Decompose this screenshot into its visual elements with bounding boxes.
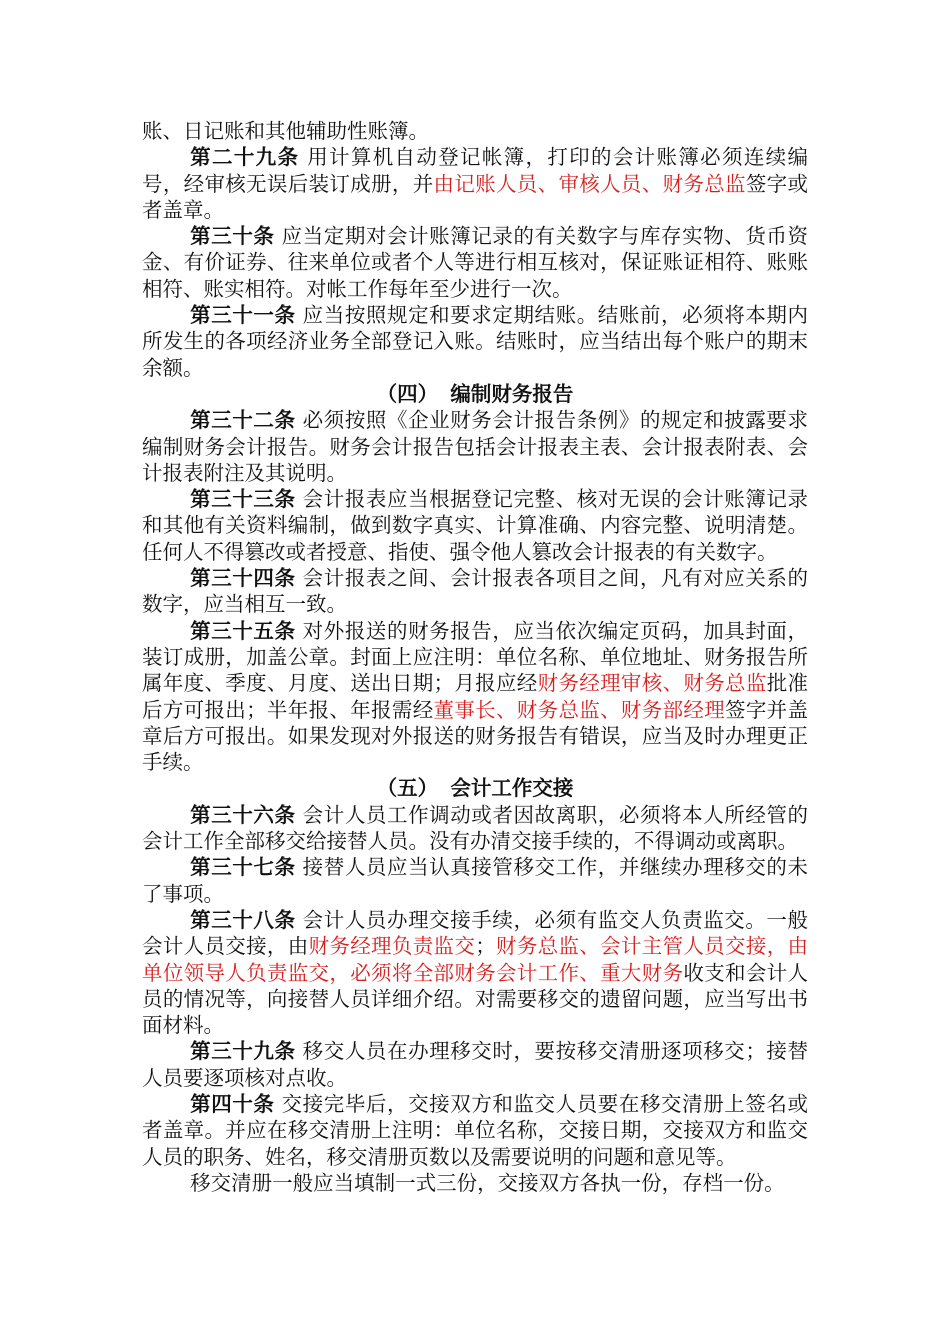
article-32 (142, 407, 808, 486)
section-heading-4 (142, 381, 808, 407)
text-run: ； (475, 934, 496, 959)
text-run: 批准后方可报出；半年报、年报需经 (142, 671, 809, 722)
article-number: 第三十六条 (190, 802, 296, 827)
article-31 (142, 302, 808, 381)
text-run: 账、日记账和其他辅助性账簿。 (142, 119, 429, 143)
highlighted-text: 财务总监、会计主管人员交接，由单位领导人负责监交，必须将全部财务会计工作、重大财务 (142, 934, 809, 985)
article-34 (142, 565, 808, 618)
paragraph-plain (142, 1170, 808, 1196)
article-36 (142, 802, 808, 855)
text-run: 应当定期对会计账簿记录的有关数字与库存实物、货币资金、有价证券、往来单位或者个人等进行相互核对，保证账证相符、账账相符、账实相符。对帐工作每年至少进行一次。 (142, 224, 809, 301)
article-number: 第三十五条 (190, 618, 296, 643)
highlighted-text: 财务经理审核、财务总监 (537, 671, 767, 696)
text-run: 会计报表之间、会计报表各项目之间，凡有对应关系的数字，应当相互一致。 (142, 566, 809, 617)
article-number: 第三十条 (190, 224, 275, 249)
highlighted-text: 董事长、财务总监、财务部经理 (433, 697, 726, 722)
section-title: 编制财务报告 (450, 381, 574, 406)
article-number: 第二十九条 (190, 145, 300, 170)
text-run: 应当按照规定和要求定期结账。结账前，必须将本期内所发生的各项经济业务全部登记入账。结账时，应当结出每个账户的期末余额。 (142, 303, 809, 380)
section-number: （五） (376, 776, 439, 801)
text-run: 会计报表应当根据登记完整、核对无误的会计账簿记录和其他有关资料编制，做到数字真实、计算准确、内容完整、说明清楚。任何人不得篡改或者授意、指使、强令他人篡改会计报表的有关数字。 (142, 487, 809, 564)
document-page (142, 118, 808, 1196)
article-29 (142, 144, 808, 223)
text-run: 收支和会计人员的情况等，向接替人员详细介绍。对需要移交的遗留问题，应当写出书面材料。 (142, 960, 809, 1038)
text-run: 签字并盖章后方可报出。如果发现对外报送的财务报告有错误，应当及时办理更正手续。 (142, 697, 808, 775)
text-run: 移交清册一般应当填制一式三份，交接双方各执一份，存档一份。 (190, 1170, 785, 1195)
text-run: 会计人员工作调动或者因故离职，必须将本人所经管的会计工作全部移交给接替人员。没有办清交接手续的，不得调动或离职。 (142, 802, 809, 854)
article-38 (142, 907, 808, 1038)
text-run: 对外报送的财务报告，应当依次编定页码，加具封面，装订成册，加盖公章。封面上应注明：单位名称、单位地址、财务报告所属年度、季度、月度、送出日期；月报应经 (142, 618, 809, 696)
article-40 (142, 1091, 808, 1170)
article-number: 第三十七条 (190, 855, 296, 880)
article-33 (142, 486, 808, 565)
article-number: 第三十二条 (190, 408, 296, 433)
text-run: 交接完毕后，交接双方和监交人员要在移交清册上签名或者盖章。并应在移交清册上注明：单位名称，交接日期，交接双方和监交人员的职务、姓名，移交清册页数以及需要说明的问题和意见等。 (142, 1091, 809, 1169)
article-number: 第三十一条 (190, 303, 296, 328)
text-run: 用计算机自动登记帐簿，打印的会计账簿必须连续编号，经审核无误后装订成册，并 (142, 145, 809, 196)
paragraph-continuation (142, 118, 808, 144)
highlighted-text: 由记账人员、审核人员、财务总监 (433, 171, 746, 196)
article-30 (142, 223, 808, 302)
article-39 (142, 1038, 808, 1091)
article-37 (142, 854, 808, 907)
section-heading-5 (142, 775, 808, 801)
text-run: 移交人员在办理移交时，要按移交清册逐项移交；接替人员要逐项核对点收。 (142, 1039, 809, 1090)
highlighted-text: 财务经理负责监交 (308, 934, 476, 959)
text-run: 接替人员应当认真接管移交工作，并继续办理移交的未了事项。 (142, 855, 809, 906)
article-number: 第三十九条 (190, 1039, 296, 1064)
article-number: 第三十八条 (190, 907, 296, 932)
article-number: 第三十四条 (190, 566, 296, 591)
text-run: 会计人员办理交接手续，必须有监交人负责监交。一般会计人员交接，由 (142, 907, 809, 959)
article-number: 第四十条 (190, 1091, 275, 1116)
article-35 (142, 618, 808, 776)
article-number: 第三十三条 (190, 487, 296, 512)
section-title: 会计工作交接 (450, 776, 574, 801)
text-run: 必须按照《企业财务会计报告条例》的规定和披露要求编制财务会计报告。财务会计报告包括会计报表主表、会计报表附表、会计报表附注及其说明。 (142, 408, 809, 485)
section-number: （四） (376, 381, 439, 406)
text-run: 签字或者盖章。 (142, 171, 809, 222)
